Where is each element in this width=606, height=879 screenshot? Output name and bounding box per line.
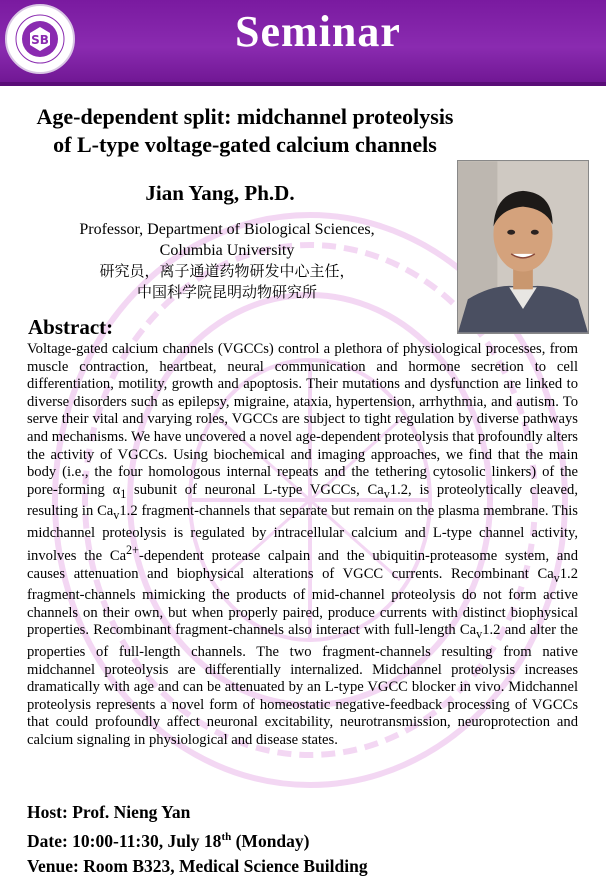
talk-title-line2: of L-type voltage-gated calcium channels (53, 132, 437, 157)
svg-text:SB: SB (31, 33, 49, 47)
event-details (27, 800, 587, 879)
cav-subscript: v (113, 508, 120, 523)
talk-title (0, 103, 490, 159)
affiliation-line1: Professor, Department of Biological Sciences, (79, 221, 375, 238)
speaker-affiliation (0, 219, 454, 303)
abstract-part4: 1.2 fragment-channels that separate but remain on the plasma membrane. This midchannel proteolysis is regulated by intracellular calcium and L-type channel activity, involves the Ca (27, 503, 578, 565)
abstract-text (27, 341, 578, 750)
cav-subscript: v (553, 570, 560, 585)
speaker-name: Jian Yang, Ph.D. (145, 181, 295, 205)
date-text: Date: 10:00-11:30, July 18 (27, 830, 222, 851)
abstract-heading: Abstract: (28, 315, 114, 339)
cav-subscript: v (383, 486, 390, 501)
alpha-subscript: 1 (120, 486, 127, 501)
seminar-title: Seminar (235, 7, 401, 56)
abstract-part5: -dependent protease calpain and the ubiquitin-proteasome system, and causes attenuation and biophysical alterations of VGCC currents. Recombinant Ca (27, 548, 578, 582)
header-rule (0, 82, 606, 86)
talk-title-line1: Age-dependent split: midchannel proteolysis (36, 104, 454, 129)
abstract-part7: 1.2 and alter the properties of full-length channels. The two fragment-channels resulting from native midchannel proteolysis are differentially internalized. Midchannel proteolysis increases dramatically with age and can be attenuated by an L-type VGCC blocker in vivo. Midchannel proteolysis represents a novel form of homeostatic negative-feedback processing of VGCCs that could profoundly affect neuronal excitability, neurotransmission, neuroprotection and calcium signaling in physiological and disease states. (27, 622, 578, 748)
calcium-superscript: 2+ (126, 543, 139, 558)
date-weekday: (Monday) (231, 830, 310, 851)
venue-line: Venue: Room B323, Medical Science Building (27, 855, 368, 876)
cav-subscript: v (476, 627, 483, 642)
alpha-symbol: α (112, 481, 121, 498)
abstract-part6: 1.2 fragment-channels mimicking the products of mid-channel proteolysis do not form active channels on their own, but when properly paired, produce currents with distinct biophysical properties. Recombinant fragment-channels also interact with full-length Ca (27, 565, 578, 639)
speaker-portrait-photo (457, 160, 589, 334)
date-line (27, 825, 587, 854)
host-line: Host: Prof. Nieng Yan (27, 802, 191, 822)
date-ordinal: th (221, 831, 232, 843)
affiliation-cn-line1: 研究员，离子通道药物研发中心主任， (99, 262, 355, 280)
abstract-part1: Voltage-gated calcium channels (VGCCs) control a plethora of physiological processes, from muscle contraction, heartbeat, neural communication and hormone secretion to cell differentiation, motility, growth and apoptosis. Their mutations and dysfunction are linked to diverse disorders such as epilepsy, migraine, ataxia, hypertension, arrhythmia, and autism. To serve their vital and varying roles, VGCCs are subject to tight regulation by diverse pathways and mechanisms. We have uncovered a novel age-dependent proteolysis that profoundly alters the activity of VGCCs. Using biochemical and imaging approaches, we find that the main body (i.e., the four homologous internal repeats and the tethering cytosolic linkers) of the pore-forming (27, 341, 578, 498)
affiliation-line2: Columbia University (159, 242, 295, 259)
abstract-part3: 1.2, is proteolytically cleaved, resulting in Ca (27, 481, 578, 520)
abstract-part2: subunit of neuronal L-type VGCCs, Ca (126, 481, 384, 498)
affiliation-cn-line2: 中国科学院昆明动物研究所 (136, 283, 317, 301)
